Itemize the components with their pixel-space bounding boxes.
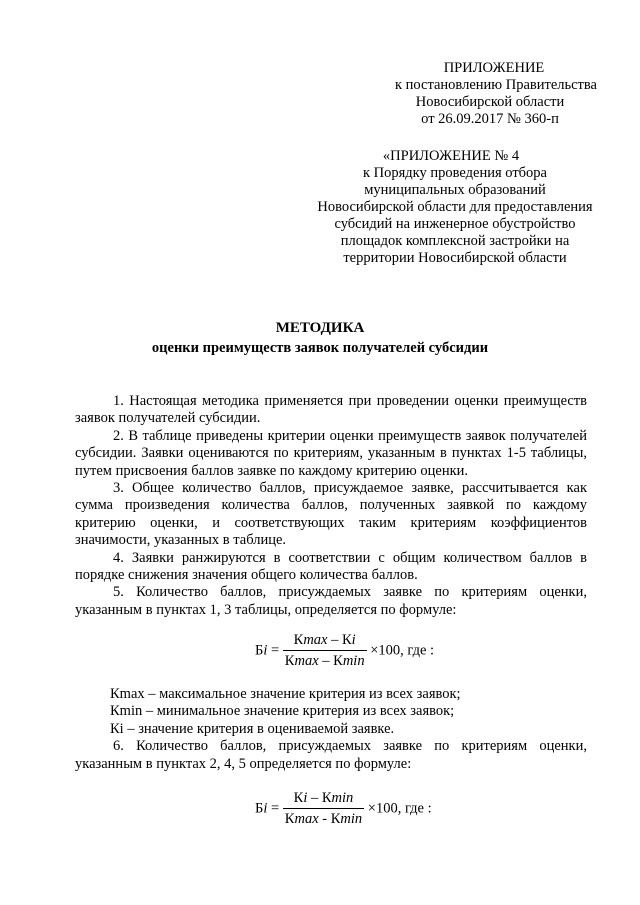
paragraph-3: 3. Общее количество баллов, присуждаемое заявке, рассчитывается как сумма произведения количества баллов, полученных заявкой по каждому критерию оценки, и соответствующих таким критериям коэффициентов значимости, указанных в таблице. [75,480,587,549]
header-line: к постановлению Правительства [395,77,597,93]
formula-lhs: Бi [255,800,268,817]
formula-equals: = [270,642,280,659]
annex-line: Новосибирской области для предоставления [317,199,593,215]
annex-line: территории Новосибирской области [343,250,567,266]
annex-line: субсидий на инженерное обустройство [334,216,576,232]
formula-2 [255,790,432,828]
formula-fraction [283,632,367,670]
header-line: от 26.09.2017 № 360-п [421,111,559,127]
document-subtitle: оценки преимуществ заявок получателей субсидии [151,340,489,356]
formula-equals: = [270,800,280,817]
paragraph-6: 6. Количество баллов, присуждаемых заявке по критериям оценки, указанным в пунктах 2, 4, 5 определяется по формуле: [75,738,587,772]
annex-header [305,148,605,267]
paragraph-4: 4. Заявки ранжируются в соответствии с общим количеством баллов в порядке снижения значения общего количества баллов. [75,549,587,584]
formula-numerator: Кmax – Кi [283,632,367,651]
methodology-body [75,393,587,619]
approval-header [395,60,597,128]
paragraph-2: 2. В таблице приведены критерии оценки преимуществ заявок получателей субсидии. Заявки оцениваются по критериям, указанным в пунктах 1-5 таблицы, путем присвоения баллов заявке по каждому критерию оценки. [75,427,587,479]
annex-line: «ПРИЛОЖЕНИЕ № 4 [382,148,520,164]
annex-line: к Порядку проведения отбора [362,165,547,181]
formula-fraction [283,790,364,828]
header-line: ПРИЛОЖЕНИЕ [443,60,545,76]
formula-lhs: Бi [255,642,268,659]
definition-kmin: Кmin – минимальное значение критерия из всех заявок; [110,703,455,720]
document-title: МЕТОДИКА [275,320,365,336]
formula-1 [255,632,434,670]
paragraph-5: 5. Количество баллов, присуждаемых заявке по критериям оценки, указанным в пунктах 1, 3 таблицы, определяется по формуле: [75,584,587,618]
annex-line: муниципальных образований [364,182,546,198]
annex-line: площадок комплексной застройки на [340,233,570,249]
paragraph-1: 1. Настоящая методика применяется при проведении оценки преимуществ заявок получателей субсидии. [75,393,587,427]
formula-numerator: Кi – Кmin [283,790,364,809]
definition-kmax: Кmax – максимальное значение критерия из всех заявок; [110,686,461,702]
definition-ki: Кi – значение критерия в оцениваемой заявке. [110,720,395,737]
definitions [75,686,587,773]
formula-tail: ×100, где : [367,800,432,817]
header-line: Новосибирской области [415,94,565,110]
formula-tail: ×100, где : [370,642,435,659]
formula-denominator: Кmax - Кmin [284,811,363,827]
formula-denominator: Кmax – Кmin [284,653,365,669]
